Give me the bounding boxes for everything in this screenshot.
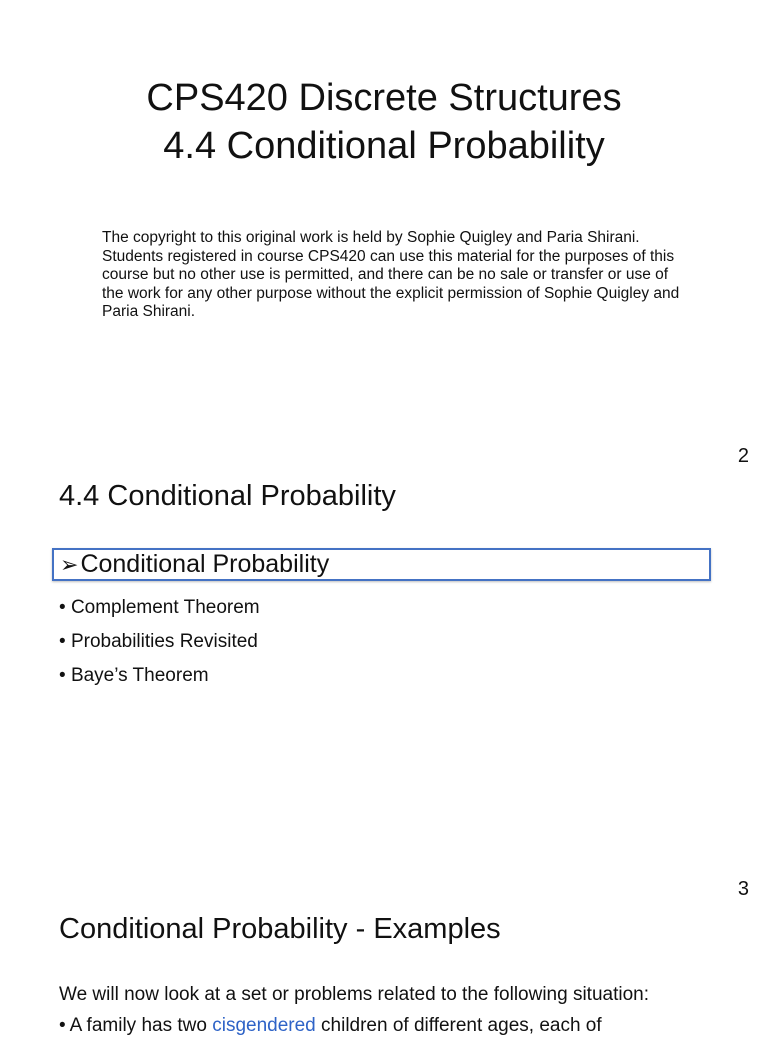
intro-paragraph: We will now look at a set or problems related to the following situation: xyxy=(59,984,650,1005)
topic-list xyxy=(59,591,260,693)
current-topic-label: Conditional Probability xyxy=(80,550,330,578)
arrow-bullet-icon: ➢ xyxy=(60,551,79,577)
topic-item: • Baye’s Theorem xyxy=(59,659,260,693)
section-heading-examples: Conditional Probability - Examples xyxy=(59,913,501,945)
slide-title-line-2: 4.4 Conditional Probability xyxy=(163,125,605,167)
section-heading-conditional-probability: 4.4 Conditional Probability xyxy=(59,480,396,512)
copyright-notice: The copyright to this original work is held by Sophie Quigley and Paria Shirani. Students registered in course CPS420 can use this material for the purposes of this course but no other use is permitted, and there can be no sale or transfer or use of the work for any other purpose without the explicit permission of Sophie Quigley and Paria Shirani. xyxy=(102,229,680,320)
partial-bullet-start: A family has two xyxy=(69,1015,213,1036)
slide-title xyxy=(0,74,768,170)
bullet-icon: • xyxy=(59,1015,66,1036)
topic-item: • Probabilities Revisited xyxy=(59,625,260,659)
slide-title-line-1: CPS420 Discrete Structures xyxy=(146,77,622,119)
partial-bullet-end: children of different ages, each of xyxy=(315,1015,602,1036)
cisgendered-link[interactable]: cisgendered xyxy=(212,1015,316,1036)
page-number-3: 3 xyxy=(737,878,749,900)
partial-bullet xyxy=(59,1014,602,1038)
current-topic-box xyxy=(52,548,711,581)
page-number-2: 2 xyxy=(737,445,749,467)
topic-item: • Complement Theorem xyxy=(59,591,260,625)
